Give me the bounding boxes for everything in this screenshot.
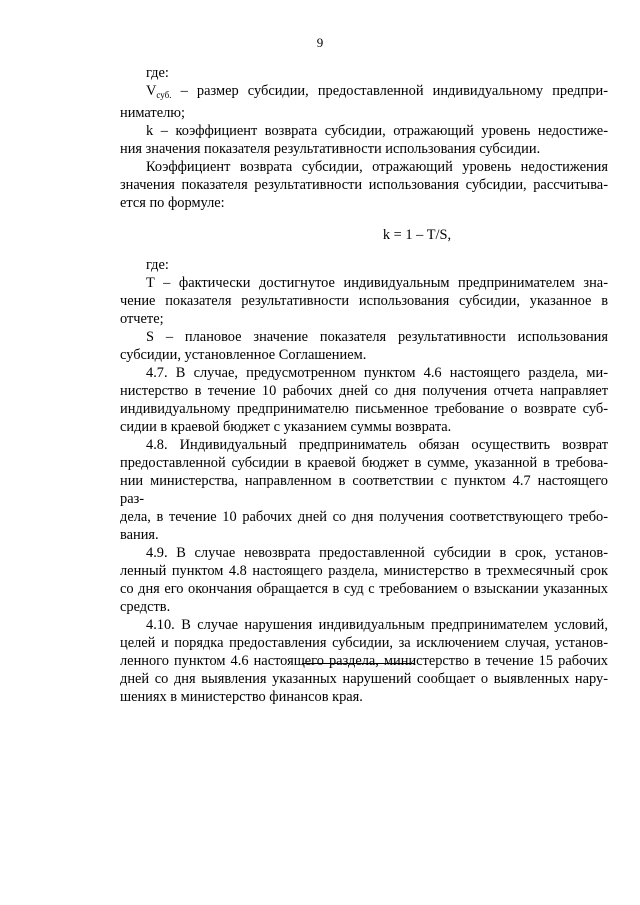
paragraph-4-7: 4.7. В случае, предусмотренном пунктом 4.6 настоящего раздела, ми- нистерство в течение 10 рабочих дней со дня получения отчета направляет индивидуальному предпринимателю письменное требование о возврате суб- сидии в краевой бюджет с указанием суммы возврата. xyxy=(120,365,608,435)
formula: k = 1 – T/S, xyxy=(382,227,452,243)
t-definition: T – фактически достигнутое индивидуальным предпринимателем зна- чение показателя результативности использования субсидии, указанное в отчете; xyxy=(120,275,608,327)
document-body xyxy=(120,64,608,706)
page-number: 9 xyxy=(316,35,324,50)
coefficient-paragraph: Коэффициент возврата субсидии, отражающий уровень недостижения значения показателя результативности использования субсидии, рассчитыва- ется по формуле: xyxy=(120,159,608,211)
where-label-2: где: xyxy=(146,257,169,273)
paragraph-4-9: 4.9. В случае невозврата предоставленной субсидии в срок, установ- ленный пунктом 4.8 настоящего раздела, министерство в трехмесячный срок со дня его окончания обращается в суд с требованием о взыскании указанных средств. xyxy=(120,545,608,615)
end-of-document-rule xyxy=(302,663,414,664)
k-definition: k – коэффициент возврата субсидии, отражающий уровень недостиже- ния значения показателя результативности использования субсидии. xyxy=(120,123,608,157)
v-sub-symbol: V xyxy=(146,83,157,99)
v-sub-definition: $V_{суб.}$ – размер субсидии, предоставленной индивидуальному предпри- нимателю; xyxy=(120,83,608,121)
s-definition: S – плановое значение показателя результативности использования субсидии, установленное Соглашением. xyxy=(120,329,608,363)
paragraph-4-8: 4.8. Индивидуальный предприниматель обязан осуществить возврат предоставленной субсидии в краевой бюджет в сумме, указанной в требова- нии министерства, направленном в соответствии с пунктом 4.7 настоящего раз- дела, в течение 10 рабочих дней со дня получения соответствующего требо- вания. xyxy=(120,437,608,543)
v-sub-subscript: суб. xyxy=(156,90,172,100)
where-label-1: где: xyxy=(146,65,169,81)
paragraph-4-10: 4.10. В случае нарушения индивидуальным предпринимателем условий, целей и порядка предоставления субсидии, за исключением случая, установ- ленного пунктом 4.6 настоящего раздела, министерство в течение 15 рабочих дней со дня выявления указанных нарушений сообщает о выявленных нару- шениях в министерство финансов края. xyxy=(120,617,608,705)
